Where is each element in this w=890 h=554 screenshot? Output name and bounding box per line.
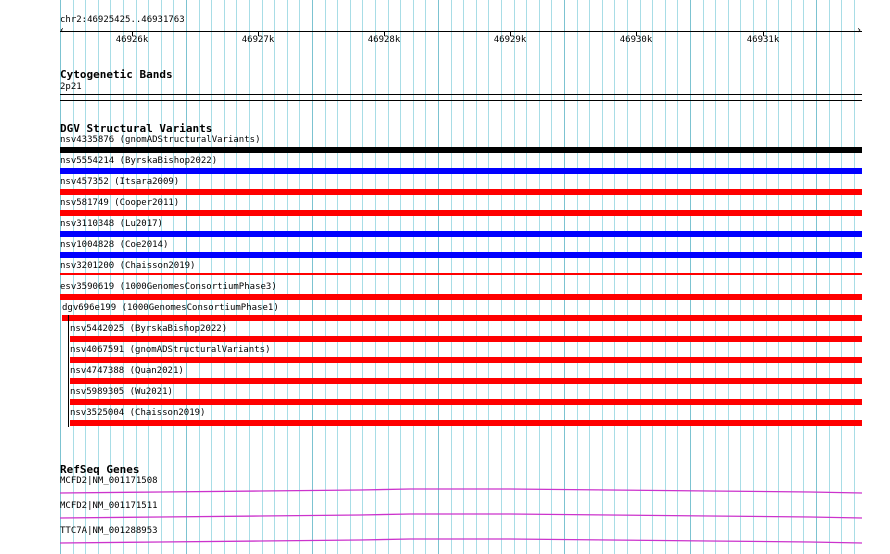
band-line bbox=[60, 94, 862, 95]
ruler-right-arrow-icon: › bbox=[856, 25, 863, 36]
variant-bar[interactable] bbox=[60, 294, 862, 300]
track-title: RefSeq Genes bbox=[60, 463, 140, 476]
gene-label[interactable]: MCFD2|NM_001171511 bbox=[60, 501, 158, 511]
gene-label[interactable]: MCFD2|NM_001171508 bbox=[60, 476, 158, 486]
variant-label[interactable]: nsv5442025 (ByrskaBishop2022) bbox=[70, 324, 228, 334]
variant-label[interactable]: dgv696e199 (1000GenomesConsortiumPhase1) bbox=[62, 303, 279, 313]
variant-label[interactable]: esv3590619 (1000GenomesConsortiumPhase3) bbox=[60, 282, 277, 292]
variant-label[interactable]: nsv4335876 (gnomADStructuralVariants) bbox=[60, 135, 261, 145]
gene-model[interactable] bbox=[0, 532, 890, 546]
ruler-tick-label: 46928k bbox=[367, 35, 401, 45]
track-title: DGV Structural Variants bbox=[60, 122, 213, 135]
variant-label[interactable]: nsv457352 (Itsara2009) bbox=[60, 177, 180, 187]
variant-label[interactable]: nsv581749 (Cooper2011) bbox=[60, 198, 180, 208]
variant-bar[interactable] bbox=[60, 147, 862, 153]
variant-bar[interactable] bbox=[62, 315, 862, 321]
variant-label[interactable]: nsv1004828 (Coe2014) bbox=[60, 240, 169, 250]
variant-bar[interactable] bbox=[60, 231, 862, 237]
track-title: Cytogenetic Bands bbox=[60, 68, 173, 81]
variant-bar[interactable] bbox=[70, 378, 862, 384]
nested-variant-connector bbox=[68, 315, 69, 427]
ruler-tick-label: 46926k bbox=[115, 35, 149, 45]
variant-label[interactable]: nsv3201200 (Chaisson2019) bbox=[60, 261, 196, 271]
gene-model[interactable] bbox=[0, 507, 890, 521]
band-label: 2p21 bbox=[60, 82, 82, 92]
ruler-tick-label: 46931k bbox=[746, 35, 780, 45]
variant-label[interactable]: nsv3110348 (Lu2017) bbox=[60, 219, 163, 229]
ruler-tick-label: 46929k bbox=[493, 35, 527, 45]
variant-label[interactable]: nsv4067591 (gnomADStructuralVariants) bbox=[70, 345, 271, 355]
ruler-axis bbox=[60, 31, 862, 32]
variant-bar[interactable] bbox=[60, 210, 862, 216]
variant-bar[interactable] bbox=[70, 399, 862, 405]
ruler-tick-label: 46930k bbox=[619, 35, 653, 45]
variant-bar[interactable] bbox=[60, 273, 862, 275]
variant-bar[interactable] bbox=[70, 420, 862, 426]
ruler-left-arrow-icon: ‹ bbox=[59, 25, 66, 36]
variant-label[interactable]: nsv5989305 (Wu2021) bbox=[70, 387, 173, 397]
variant-bar[interactable] bbox=[60, 168, 862, 174]
ruler-tick-label: 46927k bbox=[241, 35, 275, 45]
gene-label[interactable]: TTC7A|NM_001288953 bbox=[60, 526, 158, 536]
variant-bar[interactable] bbox=[60, 252, 862, 258]
variant-label[interactable]: nsv5554214 (ByrskaBishop2022) bbox=[60, 156, 218, 166]
gene-model[interactable] bbox=[0, 482, 890, 496]
variant-bar[interactable] bbox=[60, 189, 862, 195]
region-label: chr2:46925425..46931763 bbox=[60, 15, 185, 25]
band-line bbox=[60, 100, 862, 101]
variant-label[interactable]: nsv3525004 (Chaisson2019) bbox=[70, 408, 206, 418]
variant-bar[interactable] bbox=[70, 336, 862, 342]
variant-label[interactable]: nsv4747388 (Quan2021) bbox=[70, 366, 184, 376]
variant-bar[interactable] bbox=[70, 357, 862, 363]
